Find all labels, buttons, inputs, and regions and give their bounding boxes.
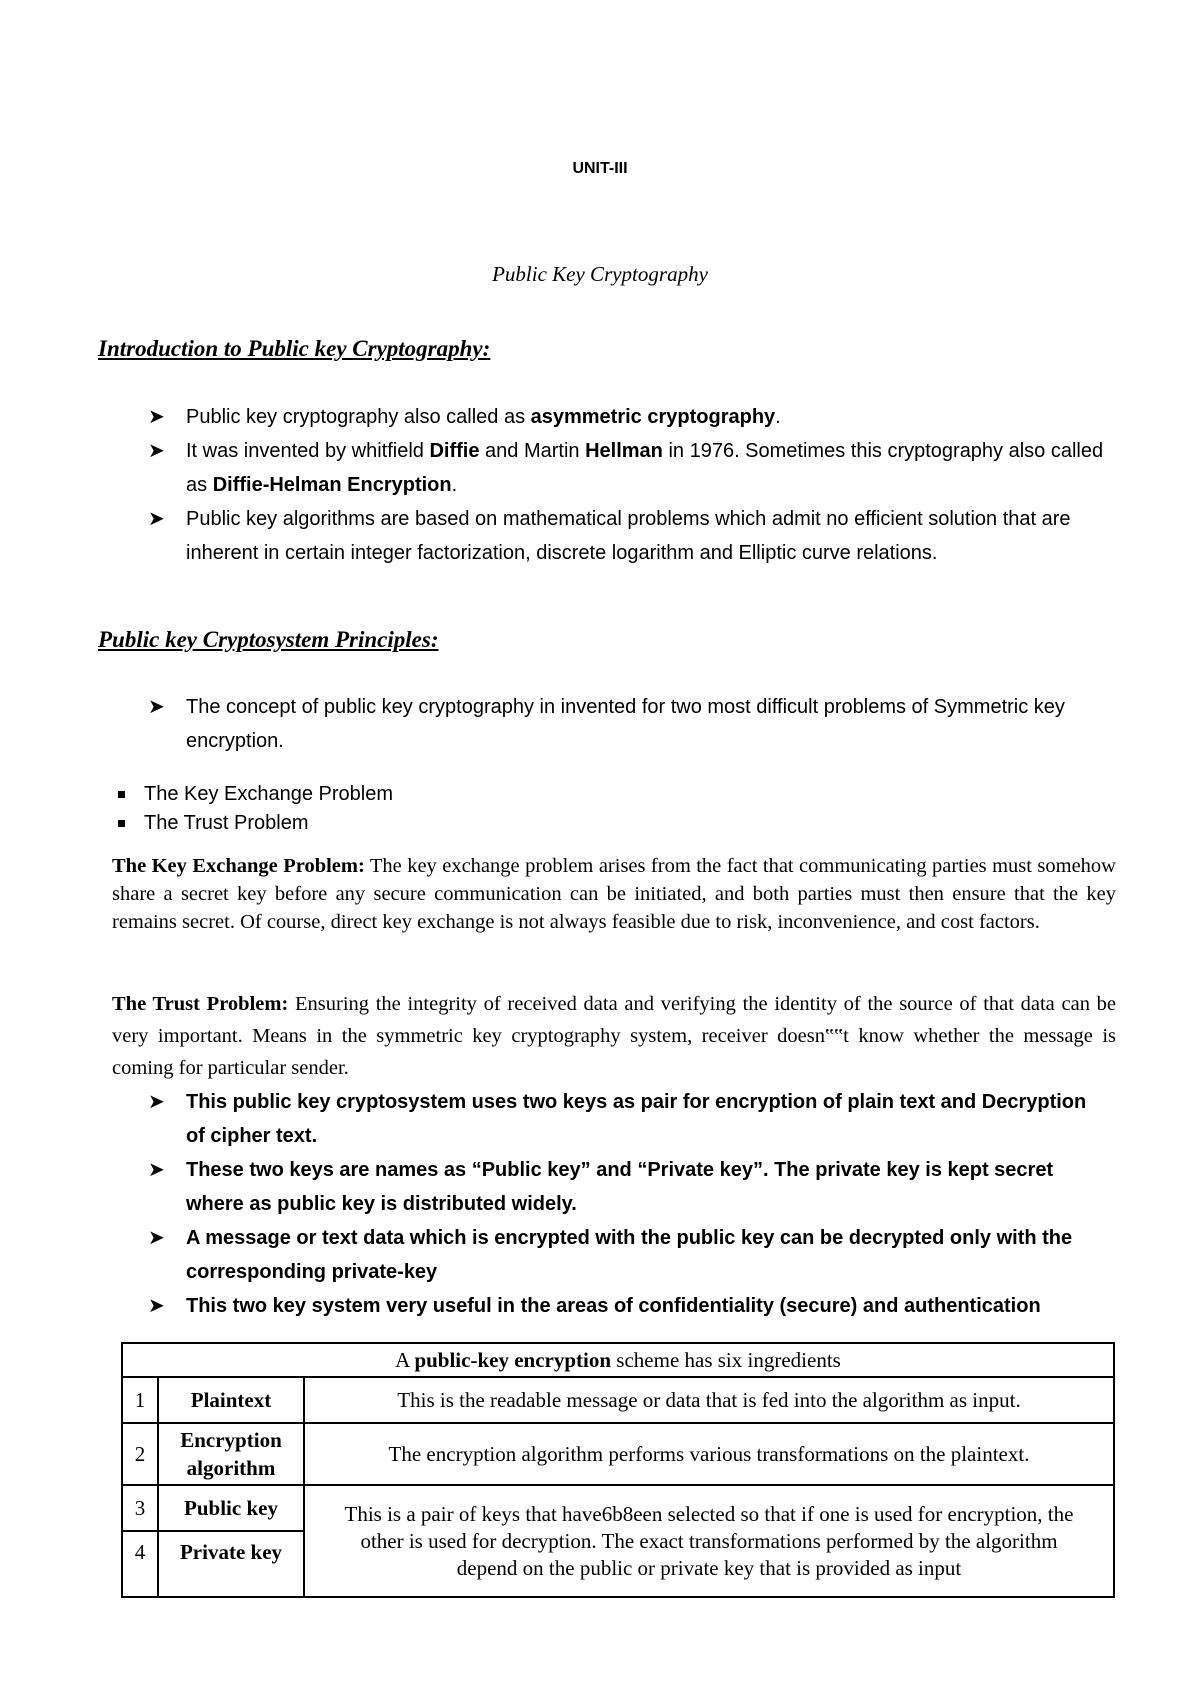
table-caption-row xyxy=(122,1343,1114,1377)
row-number: 4 xyxy=(122,1531,158,1597)
principles-heading: Public key Cryptosystem Principles: xyxy=(98,627,439,652)
list-item: ➤ The concept of public key cryptography in invented for two most difficult problems of Symmetric key encryption. xyxy=(148,690,1108,758)
list-item: ➤ These two keys are names as “Public key” and “Private key”. The private key is kept secret where as public key is distributed widely. xyxy=(148,1153,1108,1221)
list-item: The Trust Problem xyxy=(118,809,393,838)
ingredient-description: This is the readable message or data that is fed into the algorithm as input. xyxy=(304,1377,1114,1423)
list-item: ➤ This public key cryptosystem uses two keys as pair for encryption of plain text and Decryption of cipher text. xyxy=(148,1085,1108,1153)
row-number: 2 xyxy=(122,1423,158,1485)
arrow-bullet-icon: ➤ xyxy=(148,696,165,718)
arrow-bullet-icon: ➤ xyxy=(148,1159,165,1181)
ingredient-name: Public key xyxy=(158,1485,304,1531)
ingredient-name: Private key xyxy=(158,1531,304,1597)
table-row xyxy=(122,1377,1114,1423)
ingredients-table xyxy=(121,1342,1115,1598)
list-item: ➤ A message or text data which is encrypted with the public key can be decrypted only with the corresponding private-key xyxy=(148,1221,1108,1289)
problems-list xyxy=(118,780,393,838)
list-item: The Key Exchange Problem xyxy=(118,780,393,809)
ingredient-description: This is a pair of keys that have6b8een selected so that if one is used for encryption, the other is used for decryption. The exact transformations performed by the algorithm depend on the public or private key that is provided as input xyxy=(304,1485,1114,1597)
trust-paragraph: The Trust Problem: Ensuring the integrity of received data and verifying the identity of the source of that data can be very important. Means in the symmetric key cryptography system, receiver doesn‟‟t know whether the message is coming for particular sender. xyxy=(112,993,1116,1079)
arrow-bullet-icon: ➤ xyxy=(148,508,165,530)
arrow-bullet-icon: ➤ xyxy=(148,1091,165,1113)
square-bullet-icon xyxy=(118,820,125,827)
square-bullet-icon xyxy=(118,791,125,798)
ingredient-description: The encryption algorithm performs various transformations on the plaintext. xyxy=(304,1423,1114,1485)
list-item: ➤ It was invented by whitfield Diffie and Martin Hellman in 1976. Sometimes this cryptography also called as Diffie-Helman Encryption. xyxy=(148,434,1108,502)
list-item: ➤ This two key system very useful in the areas of confidentiality (secure) and authentication xyxy=(148,1289,1108,1323)
list-item: ➤ Public key cryptography also called as asymmetric cryptography. xyxy=(148,400,1108,434)
page-title: Public Key Cryptography xyxy=(492,262,708,286)
arrow-bullet-icon: ➤ xyxy=(148,1227,165,1249)
principles-bullet-list xyxy=(148,690,1108,758)
arrow-bullet-icon: ➤ xyxy=(148,1295,165,1317)
row-number: 1 xyxy=(122,1377,158,1423)
intro-heading: Introduction to Public key Cryptography: xyxy=(98,336,491,361)
list-item: ➤ Public key algorithms are based on mathematical problems which admit no efficient solution that are inherent in certain integer factorization, discrete logarithm and Elliptic curve relations. xyxy=(148,502,1108,570)
arrow-bullet-icon: ➤ xyxy=(148,406,165,428)
arrow-bullet-icon: ➤ xyxy=(148,440,165,462)
key-exchange-paragraph: The Key Exchange Problem: The key exchange problem arises from the fact that communicating parties must somehow share a secret key before any secure communication can be initiated, and both parties must then ensure that the key remains secret. Of course, direct key exchange is not always feasible due to risk, inconvenience, and cost factors. xyxy=(112,855,1116,933)
table-row xyxy=(122,1423,1114,1485)
ingredient-name: Plaintext xyxy=(158,1377,304,1423)
intro-bullet-list xyxy=(148,400,1108,570)
system-bullet-list xyxy=(148,1085,1108,1323)
table-caption: A public-key encryption scheme has six ingredients xyxy=(122,1343,1114,1377)
ingredient-name: Encryption algorithm xyxy=(158,1423,304,1485)
table-row xyxy=(122,1485,1114,1531)
row-number: 3 xyxy=(122,1485,158,1531)
unit-label: UNIT-III xyxy=(572,160,628,177)
